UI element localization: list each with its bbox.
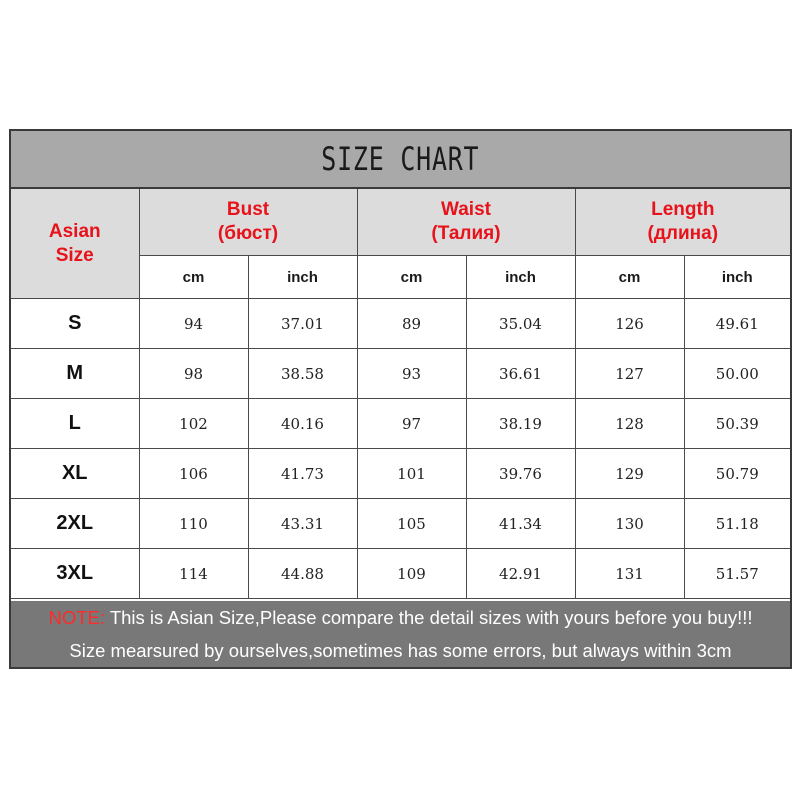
table-cell: 109 [357,549,466,599]
table-cell: 41.73 [248,449,357,499]
table-cell: 89 [357,299,466,349]
group-label: Waist [441,199,491,220]
group-label: Length [651,199,715,220]
table-cell: 43.31 [248,499,357,549]
note-bar [11,601,790,667]
table-cell: 110 [139,499,248,549]
size-column-header [11,189,139,299]
table-cell: 44.88 [248,549,357,599]
table-cell: 102 [139,399,248,449]
table-cell: 40.16 [248,399,357,449]
table-cell: 128 [575,399,684,449]
unit-header: inch [248,256,357,299]
table-cell: 38.19 [466,399,575,449]
table-cell: 93 [357,349,466,399]
table-cell: 129 [575,449,684,499]
size-header-line1: Asian [48,220,101,242]
table-cell: 106 [139,449,248,499]
table-cell: 51.18 [684,499,790,549]
table-cell: 51.57 [684,549,790,599]
table-cell: 37.01 [248,299,357,349]
size-label: 2XL [11,499,139,549]
group-sublabel: (длина) [647,223,719,244]
group-header-bust [139,189,357,256]
table-cell: 50.79 [684,449,790,499]
size-label: M [11,349,139,399]
table-cell: 42.91 [466,549,575,599]
table-row [11,499,790,549]
title-bar [11,131,790,189]
note-line-2: Size mearsured by ourselves,sometimes has some errors, but always within 3cm [69,640,732,661]
table-cell: 114 [139,549,248,599]
table-row [11,349,790,399]
table-cell: 36.61 [466,349,575,399]
size-table [11,189,790,599]
group-sublabel: (бюст) [217,223,279,244]
table-cell: 131 [575,549,684,599]
table-row [11,449,790,499]
size-label: 3XL [11,549,139,599]
size-label: S [11,299,139,349]
table-cell: 35.04 [466,299,575,349]
group-header-length [575,189,790,256]
note-text: This is Asian Size,Please compare the detail sizes with yours before you buy!!! [105,607,753,628]
table-cell: 101 [357,449,466,499]
group-label: Bust [226,199,270,220]
table-cell: 126 [575,299,684,349]
table-cell: 41.34 [466,499,575,549]
group-header-row [11,189,790,256]
table-cell: 49.61 [684,299,790,349]
table-cell: 39.76 [466,449,575,499]
table-row [11,299,790,349]
table-cell: 105 [357,499,466,549]
table-cell: 94 [139,299,248,349]
table-row [11,399,790,449]
unit-header: inch [684,256,790,299]
unit-header: cm [575,256,684,299]
table-cell: 50.39 [684,399,790,449]
table-cell: 130 [575,499,684,549]
unit-header: cm [357,256,466,299]
table-cell: 127 [575,349,684,399]
table-row [11,549,790,599]
unit-header: cm [139,256,248,299]
note-label: NOTE: [48,607,106,628]
size-label: XL [11,449,139,499]
size-chart [9,129,792,669]
table-cell: 50.00 [684,349,790,399]
size-label: L [11,399,139,449]
group-header-waist [357,189,575,256]
group-sublabel: (Талия) [431,223,501,244]
chart-title: SIZE CHART [321,140,480,178]
size-header-line2: Size [55,244,94,266]
table-cell: 97 [357,399,466,449]
table-cell: 98 [139,349,248,399]
note-line-1 [48,601,752,634]
table-cell: 38.58 [248,349,357,399]
unit-header: inch [466,256,575,299]
